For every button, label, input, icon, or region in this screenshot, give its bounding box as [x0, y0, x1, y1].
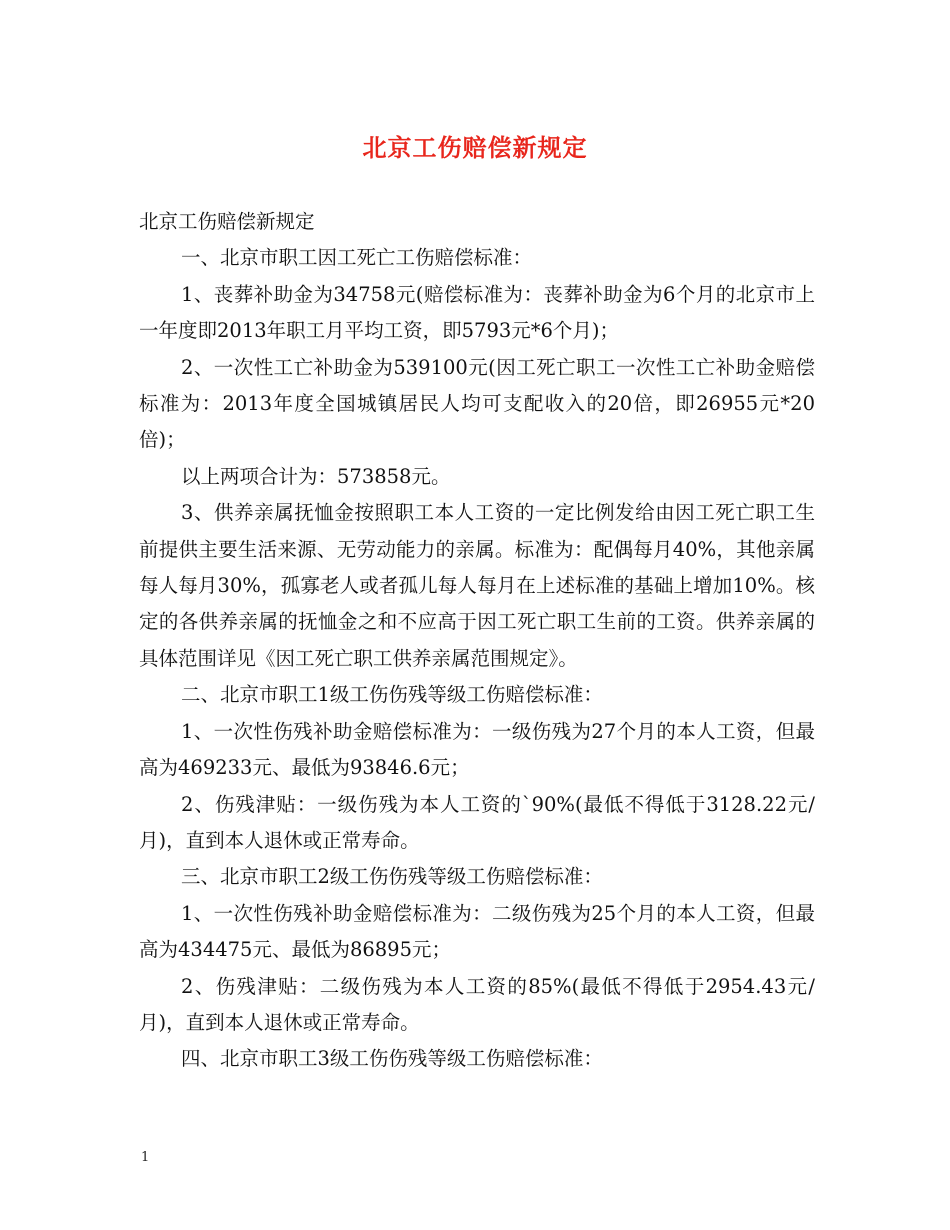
paragraph-level2-allowance: 2、伤残津贴：二级伤残为本人工资的85%(最低不得低于2954.43元/月)，直到本人退休或正常寿命。 [139, 974, 815, 1034]
paragraph-level1-allowance: 2、伤残津贴：一级伤残为本人工资的`90%(最低不得低于3128.22元/月)，直到本人退休或正常寿命。 [139, 792, 815, 852]
document-title: 北京工伤赔偿新规定 [362, 133, 588, 162]
document-body [139, 204, 815, 1078]
paragraph-level1-lump-sum: 1、一次性伤残补助金赔偿标准为：一级伤残为27个月的本人工资，但最高为469233元、最低为93846.6元； [139, 719, 815, 780]
paragraph-funeral-subsidy: 1、丧葬补助金为34758元(赔偿标准为：丧葬补助金为6个月的北京市上一年度即2013年职工月平均工资，即5793元*6个月)； [139, 282, 815, 343]
paragraph-total: 以上两项合计为：573858元。 [181, 464, 451, 488]
paragraph-death-subsidy: 2、一次性工亡补助金为539100元(因工死亡职工一次性工亡补助金赔偿标准为：2013年度全国城镇居民人均可支配收入的20倍，即26955元*20倍)； [139, 355, 815, 452]
paragraph-section-1: 一、北京市职工因工死亡工伤赔偿标准： [181, 246, 533, 270]
paragraph-section-3: 三、北京市职工2级工伤伤残等级工伤赔偿标准： [181, 865, 603, 889]
paragraph-dependents-pension: 3、供养亲属抚恤金按照职工本人工资的一定比例发给由因工死亡职工生前提供主要生活来源、无劳动能力的亲属。标准为：配偶每月40%，其他亲属每人每月30%，孤寡老人或者孤儿每人每月在上述标准的基础上增加10%。核定的各供养亲属的抚恤金之和不应高于因工死亡职工生前的工资。供养亲属的具体范围详见《因工死亡职工供养亲属范围规定》。 [139, 501, 815, 670]
paragraph-level2-lump-sum: 1、一次性伤残补助金赔偿标准为：二级伤残为25个月的本人工资，但最高为434475元、最低为86895元； [139, 901, 815, 962]
page-number: 1 [141, 1150, 150, 1165]
paragraph-section-2: 二、北京市职工1级工伤伤残等级工伤赔偿标准： [181, 683, 603, 707]
paragraph-heading: 北京工伤赔偿新规定 [139, 210, 315, 233]
paragraph-section-4: 四、北京市职工3级工伤伤残等级工伤赔偿标准： [181, 1047, 603, 1071]
